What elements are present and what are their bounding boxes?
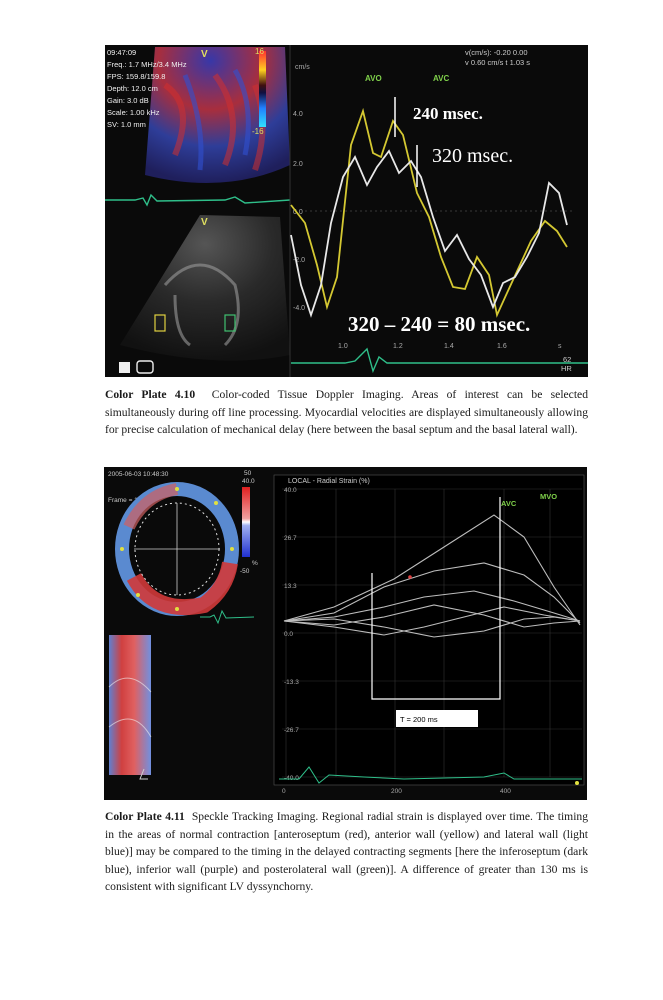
annotation-240: 240 msec.: [413, 104, 483, 123]
caption-label: Color Plate 4.10: [105, 388, 196, 401]
event-avc-2: AVC: [501, 499, 517, 508]
ecg-trace-sector: [105, 195, 290, 205]
x-tick-label: s: [558, 343, 562, 350]
y-tick-label: 4.0: [293, 111, 303, 118]
freeze-icon: [119, 362, 130, 373]
strain-x-tick: 0: [282, 788, 286, 795]
strain-scale-top: 50: [244, 470, 252, 477]
overlay-timestamp: 2005-06-03 10:48:30: [108, 471, 169, 478]
probe-marker-2: V: [201, 217, 208, 228]
overlay-frame: Frame = 14: [108, 497, 142, 504]
overlay-scale: Scale: 1.00 kHz: [107, 108, 160, 117]
scale-bottom-label: -16: [252, 127, 264, 136]
strain-y-tick: -40.0: [284, 775, 299, 782]
x-tick-label: 1.0: [338, 343, 348, 350]
strain-color-scale: [242, 487, 250, 557]
caption-label-2: Color Plate 4.11: [105, 810, 185, 823]
peak-marker-red: [408, 575, 412, 579]
units-header: v(cm/s): -0.20 0.00: [465, 48, 528, 57]
timing-label: T = 200 ms: [400, 715, 438, 724]
annotation-320: 320 msec.: [432, 145, 514, 167]
loop-icon: [137, 361, 153, 373]
overlay-depth: Depth: 12.0 cm: [107, 84, 158, 93]
heart-rate: 62 HR: [561, 355, 572, 373]
annotation-formula: 320 – 240 = 80 msec.: [348, 312, 531, 336]
x-tick-label: 1.6: [497, 343, 507, 350]
grayscale-sector: [120, 215, 290, 361]
speckle-tracking-svg: [104, 467, 587, 800]
ecg-trace-ring: [200, 611, 254, 623]
event-avc: AVC: [433, 74, 450, 83]
overlay-freq: Freq.: 1.7 MHz/3.4 MHz: [107, 60, 187, 69]
strain-x-tick: 200: [391, 788, 402, 795]
strain-y-tick: 0.0: [284, 631, 294, 638]
tissue-doppler-figure: [105, 45, 588, 377]
strain-y-tick: -26.7: [284, 727, 299, 734]
speckle-tracking-figure: [104, 467, 587, 800]
event-avo: AVO: [365, 74, 382, 83]
velocity-plot: [290, 45, 588, 377]
strain-scale-unit: %: [252, 560, 258, 567]
overlay-time: 09:47:09: [107, 48, 137, 57]
y-tick-label: 0.0: [293, 209, 303, 216]
x-tick-label: 1.4: [444, 343, 454, 350]
basal-septum-velocity-trace: [291, 111, 567, 315]
y-tick-label: 2.0: [293, 161, 303, 168]
axis-unit: cm/s: [295, 64, 310, 71]
overlay-fps: FPS: 159.8/159.8: [107, 72, 166, 81]
probe-marker: V: [201, 49, 208, 60]
strain-y-tick: 13.3: [284, 583, 297, 590]
overlay-sv: SV: 1.0 mm: [107, 120, 146, 129]
event-mvo: MVO: [540, 492, 558, 501]
velocity-color-scale: [259, 51, 266, 127]
caption-plate-4-10: [105, 386, 588, 439]
caption-plate-4-11: [105, 808, 588, 896]
strain-scale-bottom: -50: [240, 568, 250, 575]
scale-top-label: 16: [255, 47, 264, 56]
tissue-doppler-svg: [105, 45, 588, 377]
units-subheader: v 0.60 cm/s t 1.03 s: [465, 58, 531, 67]
strain-y-tick: 26.7: [284, 535, 297, 542]
caption-text: Color-coded Tissue Doppler Imaging. Areas of interest can be selected simultaneously during off line processing. Myocardial velocities are displayed simultaneously allowing for precise calculation of mechanical delay (here between the basal septum and the basal lateral wall).: [105, 388, 588, 437]
ecg-trace-plot: [291, 349, 588, 371]
y-tick-label: -2.0: [293, 257, 306, 264]
m-mode-strain-strip: [109, 635, 151, 775]
x-tick-label: 1.2: [393, 343, 403, 350]
strain-x-tick: 400: [500, 788, 511, 795]
caption-text-2: Speckle Tracking Imaging. Regional radial strain is displayed over time. The timing in the areas of normal contraction [anteroseptum (red), anterior wall (yellow) and lateral wall (light blue)] may be compared to the timing in the delayed contracting segments [here the inferoseptum (dark blue), inferior wall (purple) and posterolateral wall (green)]. A difference of greater than 130 ms is consistent with significant LV dyssynchorny.: [105, 810, 589, 894]
strain-y-tick: 40.0: [284, 487, 297, 494]
y-tick-label: -4.0: [293, 305, 306, 312]
strain-scale-mid: 40.0: [242, 478, 255, 485]
plot-title: LOCAL - Radial Strain (%): [288, 478, 370, 485]
strain-y-tick: -13.3: [284, 679, 299, 686]
overlay-gain: Gain: 3.0 dB: [107, 96, 149, 105]
